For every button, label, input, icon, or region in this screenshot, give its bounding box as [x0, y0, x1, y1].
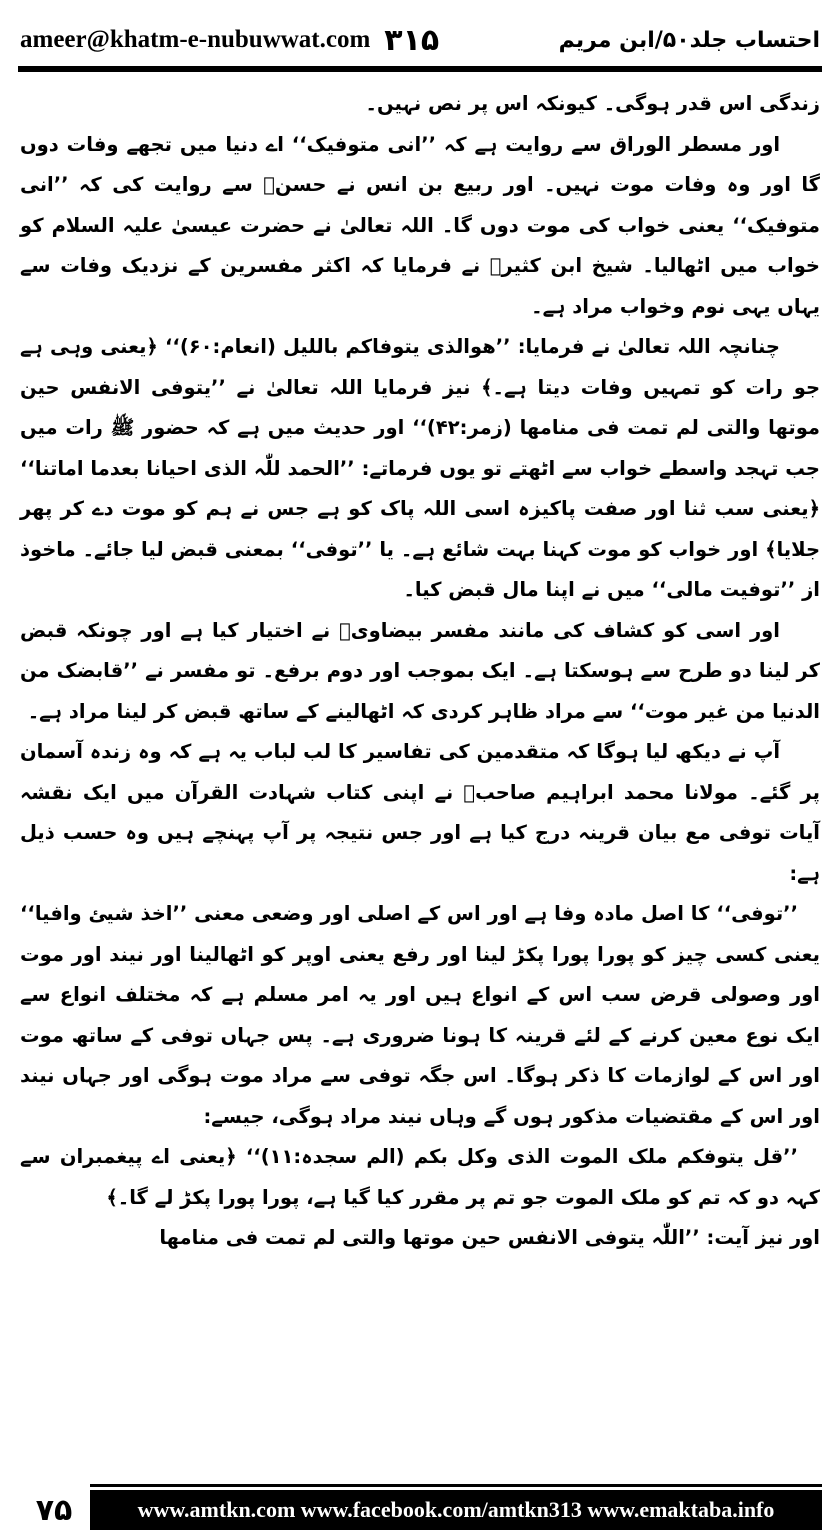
paragraph: زندگی اس قدر ہوگی۔ کیونکہ اس پر نص نہیں۔ [365, 92, 820, 115]
header-page-number: ۳۱۵ [384, 22, 440, 58]
header-left [20, 23, 439, 58]
footer-page-number: ۷۵ [35, 1492, 73, 1528]
paragraph: اور اسی کو کشاف کی مانند مفسر بیضاویؒ نے اختیار کیا ہے اور چونکہ قبض کر لینا دو طرح سے ہوسکتا ہے۔ ایک بموجب اور دوم برفع۔ تو مفسر نے ’’قابضک من الدنیا من غیر موت‘‘ سے مراد ظاہر کردی کہ اٹھالینے کے ساتھ قبض کر لینا مراد ہے۔ [20, 618, 820, 723]
paragraph: آپ نے دیکھ لیا ہوگا کہ متقدمین کی تفاسیر کا لب لباب یہ ہے کہ وہ زندہ آسمان پر گئے۔ مولانا محمد ابراہیم صاحبؒ نے اپنی کتاب شہادت القرآن میں ایک نقشہ آیات توفی مع بیان قرینہ درج کیا ہے اور جس نتیجہ پر آپ پہنچے ہیں وہ حسب ذیل ہے: [20, 740, 820, 885]
paragraph: اور مسطر الوراق سے روایت ہے کہ ’’انی متوفیک‘‘ اے دنیا میں تجھے وفات دوں گا اور وہ وفات موت نہیں۔ اور ربیع بن انس نے حسنؒ سے روایت کی کہ ’’انی متوفیک‘‘ یعنی خواب کی موت دوں گا۔ اللہ تعالیٰ نے حضرت عیسیٰ علیہ السلام کو خواب میں اٹھالیا۔ شیخ ابن کثیرؒ نے فرمایا کہ اکثر مفسرین کے نزدیک وفات سے یہاں یہی نوم وخواب مراد ہے۔ [20, 132, 820, 318]
running-title: احتساب جلد۵۰/ابن مریم [558, 27, 820, 53]
footer-rule [90, 1484, 822, 1487]
paragraph: ’’توفی‘‘ کا اصل مادہ وفا ہے اور اس کے اصلی اور وضعی معنی ’’اخذ شیئ وافیا‘‘ یعنی کسی چیز کو پورا پورا پکڑ لینا اور رفع یعنی اوپر کو اٹھالینا اور نیند اور موت اور وصولی قرض سب اس کے انواع ہیں اور یہ امر مسلم ہے کہ مختلف انواع سے ایک نوع معین کرنے کے لئے قرینہ کا ہونا ضروری ہے۔ پس جہاں توفی کے ساتھ موت اور اس کے لوازمات کا ذکر ہوگا۔ اس جگہ توفی سے مراد موت ہوگی اور جہاں نیند اور اس کے مقتضیات مذکور ہوں گے وہاں نیند مراد ہوگی، جیسے: [20, 902, 820, 1128]
footer-links: www.amtkn.com www.facebook.com/amtkn313 www.emaktaba.info [137, 1497, 775, 1522]
page-body [20, 84, 820, 1444]
paragraph: ’’قل یتوفکم ملک الموت الذی وکل بکم (الم سجدہ:۱۱)‘‘ ﴿یعنی اے پیغمبران سے کہہ دو کہ تم کو ملک الموت جو تم پر مقرر کیا گیا ہے، پورا پورا پکڑ لے گا۔﴾ [20, 1145, 820, 1209]
page-header [20, 18, 820, 62]
footer-links-bar [90, 1490, 822, 1530]
header-rule [18, 66, 822, 72]
header-email: ameer@khatm-e-nubuwwat.com [20, 26, 371, 53]
page-footer [18, 1490, 822, 1530]
paragraph: اور نیز آیت: ’’اللّٰہ یتوفی الانفس حین موتھا والتی لم تمت فی منامھا [159, 1226, 820, 1249]
paragraph: چنانچہ اللہ تعالیٰ نے فرمایا: ’’ھوالذی یتوفاکم باللیل (انعام:۶۰)‘‘ ﴿یعنی وہی ہے جو رات کو تمہیں وفات دیتا ہے۔﴾ نیز فرمایا اللہ تعالیٰ نے ’’یتوفی الانفس حین موتھا والتی لم تمت فی منامھا (زمر:۴۲)‘‘ اور حدیث میں ہے کہ حضور ﷺ رات میں جب تہجد واسطے خواب سے اٹھتے تو یوں فرماتے: ’’الحمد للّٰہ الذی احیانا بعدما اماتنا‘‘ ﴿یعنی سب ثنا اور صفت پاکیزہ اسی اللہ پاک کو ہے جس نے ہم کو موت دے کر پھر جلایا﴾ اور خواب کو موت کہنا بہت شائع ہے۔ یا ’’توفی‘‘ بمعنی قبض لیا جائے۔ ماخوذ از ’’توفیت مالی‘‘ میں نے اپنا مال قبض کیا۔ [20, 335, 820, 601]
